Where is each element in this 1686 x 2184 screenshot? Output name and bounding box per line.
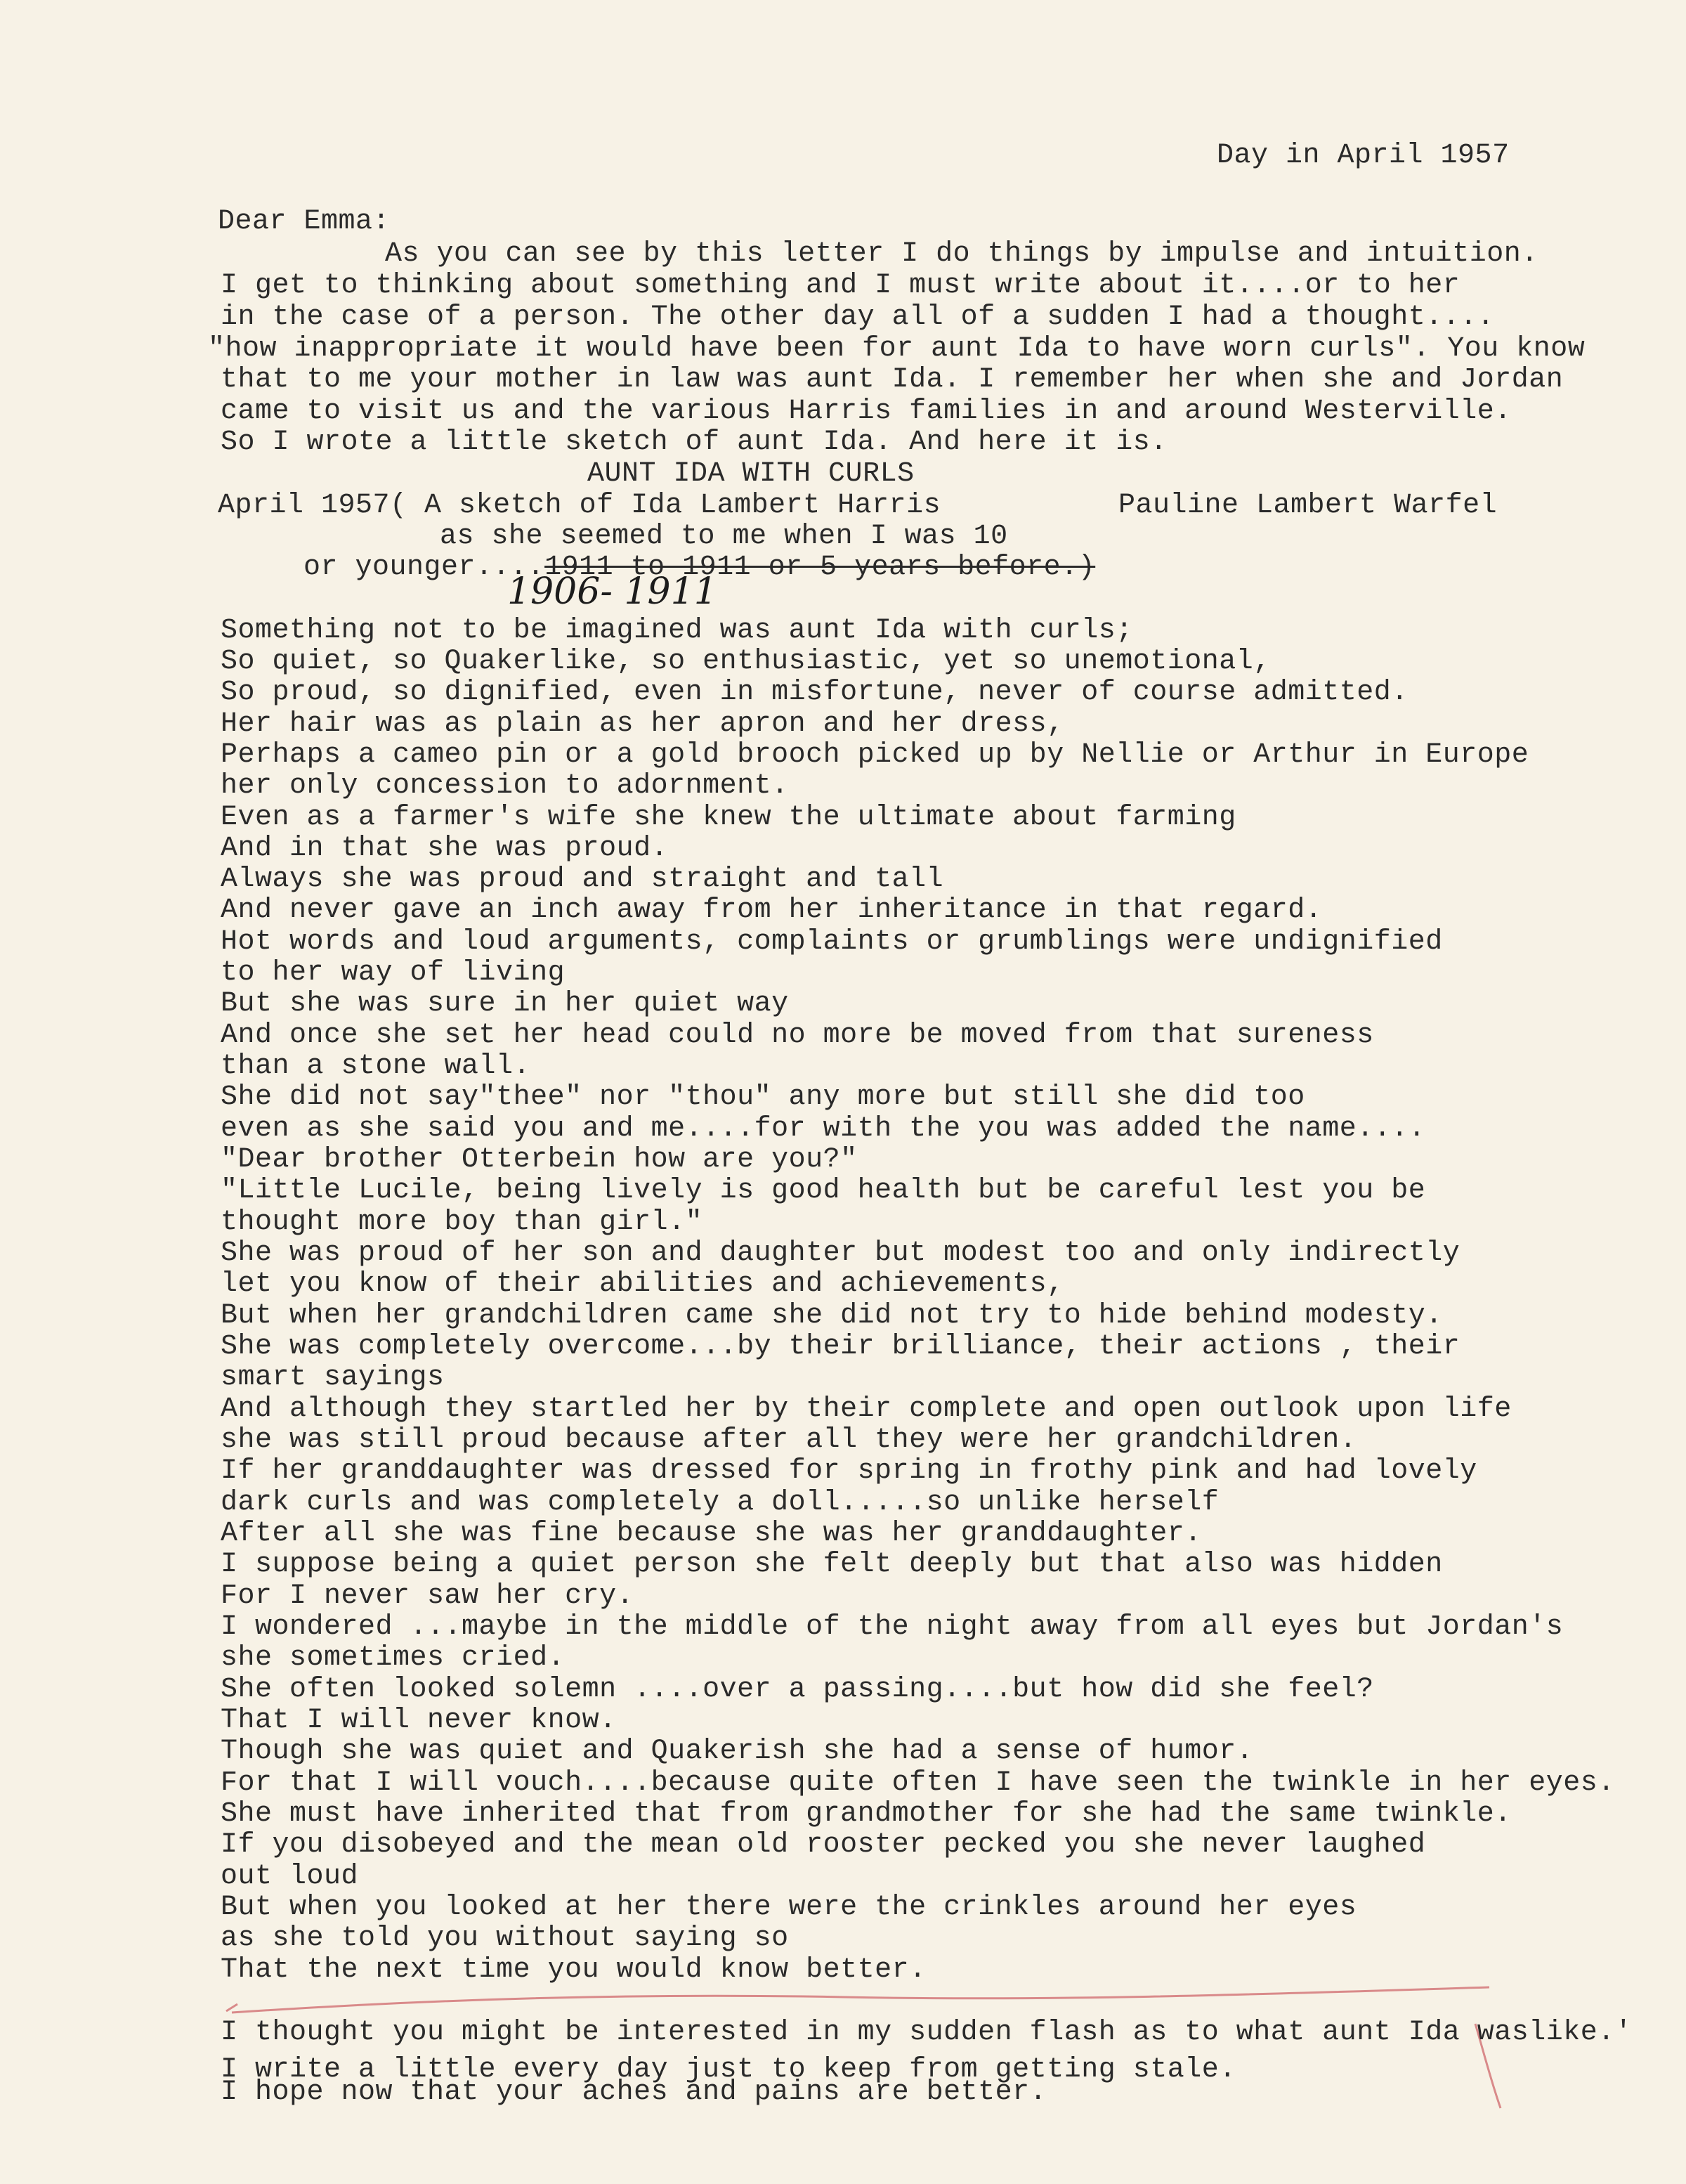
poem-line: Always she was proud and straight and tall bbox=[221, 864, 944, 895]
poem-line: to her way of living bbox=[221, 957, 566, 989]
poem-line: thought more boy than girl." bbox=[221, 1207, 703, 1238]
poem-line: For that I will vouch....because quite often I have seen the twinkle in her eyes. bbox=[221, 1767, 1615, 1799]
poem-line: smart sayings bbox=[221, 1362, 445, 1393]
poem-line: She was proud of her son and daughter but modest too and only indirectly bbox=[221, 1237, 1460, 1269]
poem-line: than a stone wall. bbox=[221, 1051, 531, 1082]
poem-line: "Dear brother Otterbein how are you?" bbox=[221, 1144, 858, 1176]
struck-text: 1911 to 1911 or 5 years before.) bbox=[544, 552, 1096, 583]
poem-line: That I will never know. bbox=[221, 1705, 617, 1736]
poem-line: dark curls and was completely a doll.....so unlike herself bbox=[221, 1487, 1220, 1519]
poem-line: If you disobeyed and the mean old rooster pecked you she never laughed bbox=[221, 1829, 1426, 1861]
sketch-author: Pauline Lambert Warfel bbox=[1118, 490, 1498, 521]
poem-line: And in that she was proud. bbox=[221, 833, 669, 864]
poem-line: Something not to be imagined was aunt Ida with curls; bbox=[221, 615, 1133, 646]
poem-line: I suppose being a quiet person she felt deeply but that also was hidden bbox=[221, 1549, 1443, 1580]
handwritten-years: 1906- 1911 bbox=[507, 571, 717, 613]
younger-text: or younger.... bbox=[303, 552, 545, 583]
poem-line: And never gave an inch away from her inheritance in that regard. bbox=[221, 895, 1323, 926]
poem-line: After all she was fine because she was her granddaughter. bbox=[221, 1518, 1202, 1549]
poem-line: Though she was quiet and Quakerish she had a sense of humor. bbox=[221, 1736, 1254, 1767]
poem-line: And once she set her head could no more be moved from that sureness bbox=[221, 1020, 1374, 1051]
poem-line: For I never saw her cry. bbox=[221, 1580, 634, 1612]
poem-line: as she told you without saying so bbox=[221, 1923, 789, 1954]
poem-line: But when you looked at her there were the crinkles around her eyes bbox=[221, 1892, 1357, 1923]
poem-line: So proud, so dignified, even in misfortune, never of course admitted. bbox=[221, 677, 1409, 708]
poem-line: I wondered ...maybe in the middle of the night away from all eyes but Jordan's bbox=[221, 1611, 1564, 1643]
closing-line: I write a little every day just to keep from getting stale. bbox=[221, 2054, 1236, 2086]
poem-line: She must have inherited that from grandmother for she had the same twinkle. bbox=[221, 1798, 1512, 1830]
poem-line: Hot words and loud arguments, complaints or grumblings were undignified bbox=[221, 926, 1443, 958]
red-pencil-underline bbox=[232, 1987, 1489, 2013]
poem-line: So quiet, so Quakerlike, so enthusiastic, yet so unemotional, bbox=[221, 646, 1271, 677]
intro-line: in the case of a person. The other day all of a sudden I had a thought.... bbox=[221, 301, 1495, 333]
red-pencil-tick bbox=[226, 2004, 237, 2011]
letter-date: Day in April 1957 bbox=[1217, 140, 1510, 171]
intro-line: came to visit us and the various Harris families in and around Westerville. bbox=[221, 396, 1512, 427]
closing-line: I thought you might be interested in my sudden flash as to what aunt Ida waslike.' bbox=[221, 2017, 1633, 2048]
poem-line: let you know of their abilities and achievements, bbox=[221, 1268, 1064, 1300]
poem-line: She did not say"thee" nor "thou" any more but still she did too bbox=[221, 1081, 1305, 1113]
poem-line: she was still proud because after all they were her grandchildren. bbox=[221, 1424, 1357, 1456]
intro-line: So I wrote a little sketch of aunt Ida. And here it is. bbox=[221, 427, 1168, 458]
sketch-date-line: April 1957( A sketch of Ida Lambert Harris bbox=[218, 490, 941, 521]
poem-line: She often looked solemn ....over a passing....but how did she feel? bbox=[221, 1674, 1374, 1705]
poem-line: And although they startled her by their complete and open outlook upon life bbox=[221, 1393, 1512, 1425]
intro-line: "how inappropriate it would have been for aunt Ida to have worn curls". You know bbox=[208, 333, 1586, 365]
sketch-seemed-line: as she seemed to me when I was 10 bbox=[440, 521, 1008, 552]
sketch-title: AUNT IDA WITH CURLS bbox=[587, 458, 915, 490]
poem-line: That the next time you would know better. bbox=[221, 1954, 927, 1986]
poem-line: "Little Lucile, being lively is good health but be careful lest you be bbox=[221, 1175, 1426, 1207]
poem-line: Her hair was as plain as her apron and her dress, bbox=[221, 708, 1064, 740]
closing-line: I hope now that your aches and pains are better. bbox=[221, 2076, 1047, 2108]
poem-line: Even as a farmer's wife she knew the ultimate about farming bbox=[221, 802, 1236, 833]
salutation: Dear Emma: bbox=[218, 206, 391, 238]
intro-line: As you can see by this letter I do things by impulse and intuition. bbox=[385, 238, 1538, 270]
poem-line: Perhaps a cameo pin or a gold brooch picked up by Nellie or Arthur in Europe bbox=[221, 739, 1529, 771]
intro-line: I get to thinking about something and I must write about it....or to her bbox=[221, 270, 1460, 301]
intro-line: that to me your mother in law was aunt Ida. I remember her when she and Jordan bbox=[221, 364, 1564, 396]
poem-line: even as she said you and me....for with the you was added the name.... bbox=[221, 1113, 1426, 1145]
poem-line: If her granddaughter was dressed for spring in frothy pink and had lovely bbox=[221, 1455, 1477, 1487]
poem-line: But when her grandchildren came she did not try to hide behind modesty. bbox=[221, 1300, 1443, 1332]
poem-line: her only concession to adornment. bbox=[221, 770, 789, 802]
poem-line: She was completely overcome...by their brilliance, their actions , their bbox=[221, 1331, 1460, 1363]
poem-line: out loud bbox=[221, 1861, 359, 1892]
poem-line: But she was sure in her quiet way bbox=[221, 988, 789, 1020]
poem-line: she sometimes cried. bbox=[221, 1642, 566, 1674]
